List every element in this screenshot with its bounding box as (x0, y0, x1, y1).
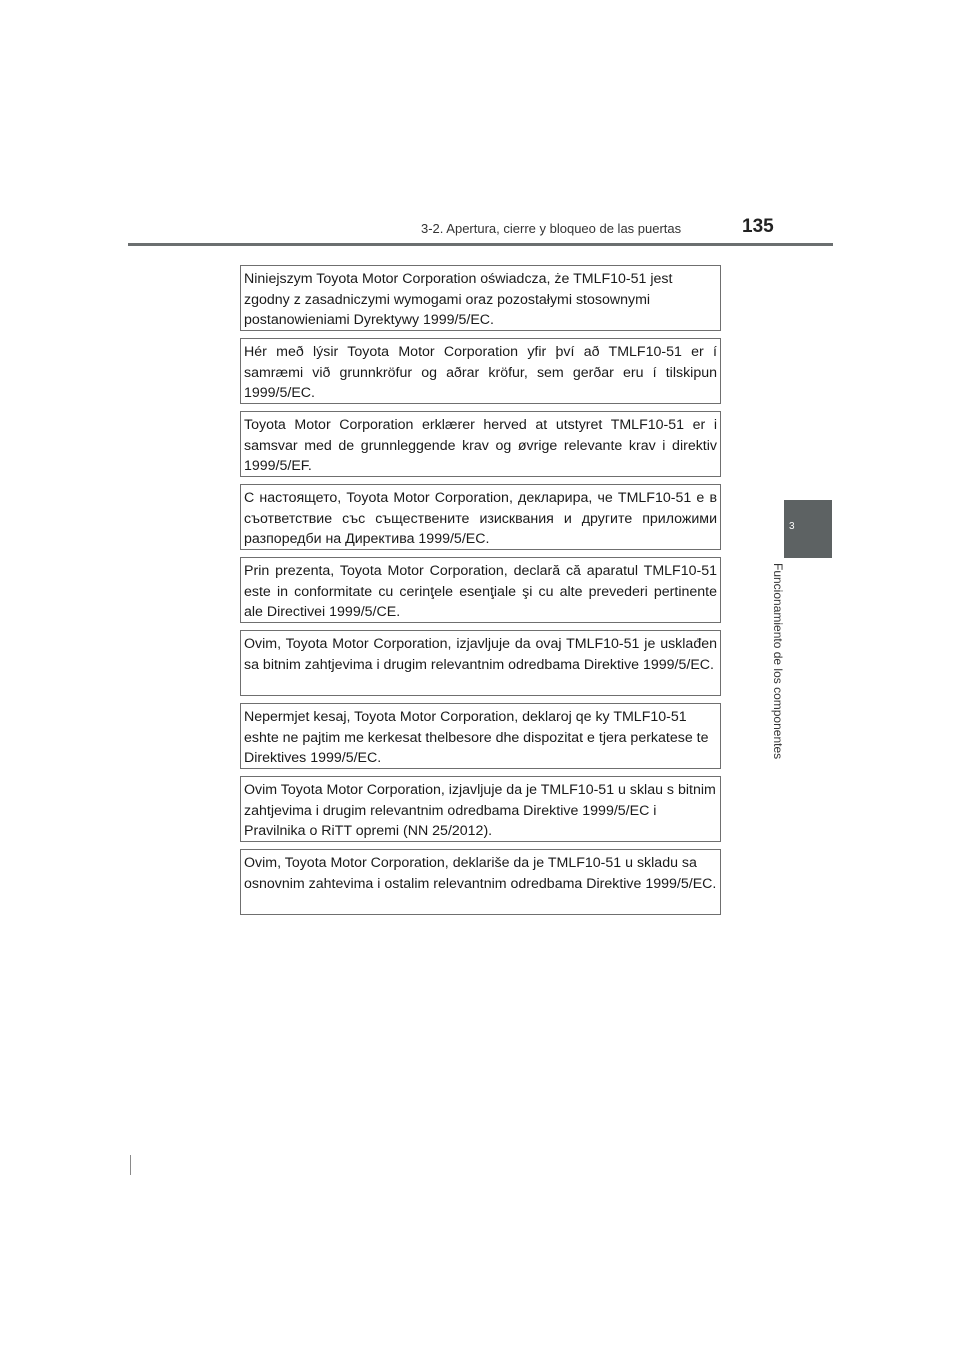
chapter-title: Funcionamiento de los componentes (771, 563, 785, 760)
declaration-albanian: Nepermjet kesaj, Toyota Motor Corporation, deklaroj qe ky TMLF10-51 eshte ne pajtim me kerkesat thelbesore dhe dispozitat e tjera perkatese te Direktives 1999/5/EC. (240, 703, 721, 769)
declaration-norwegian: Toyota Motor Corporation erklærer herved at utstyret TMLF10-51 er i samsvar med de grunnleggende krav og øvrige relevante krav i direktiv 1999/5/EF. (240, 411, 721, 477)
chapter-number: 3 (789, 521, 795, 532)
declaration-croatian: Ovim Toyota Motor Corporation, izjavljuje da je TMLF10-51 u sklau s bitnim zahtjevima i drugim relevantnim odredbama Direktive 1999/5/EC i Pravilnika o RiTT opremi (NN 25/2012). (240, 776, 721, 842)
declaration-serbian: Ovim, Toyota Motor Corporation, deklariše da je TMLF10-51 u skladu sa osnovnim zahtevima i ostalim relevantnim odredbama Direktive 1999/5/EC. (240, 849, 721, 915)
chapter-caption (767, 563, 785, 783)
declaration-bosnian: Ovim, Toyota Motor Corporation, izjavljuje da ovaj TMLF10-51 je usklađen sa bitnim zahtjevima i drugim relevantnim odredbama Direktive 1999/5/EC. (240, 630, 721, 696)
running-header-section: 3-2. Apertura, cierre y bloqueo de las puertas (421, 221, 682, 236)
declaration-polish: Niniejszym Toyota Motor Corporation oświadcza, że TMLF10-51 jest zgodny z zasadniczymi wymogami oraz pozostałymi stosownymi postanowieniami Dyrektywy 1999/5/EC. (240, 265, 721, 331)
crop-mark (130, 1155, 131, 1175)
declaration-bulgarian: С настоящето, Toyota Motor Corporation, декларира, че TMLF10-51 е в съответствие със съществените изисквания и другите приложими разпоредби на Директива 1999/5/ЕС. (240, 484, 721, 550)
declaration-romanian: Prin prezenta, Toyota Motor Corporation, declară că aparatul TMLF10-51 este in conformitate cu cerinţele esenţiale şi cu alte prevederi pertinente ale Directivei 1999/5/CE. (240, 557, 721, 623)
declaration-icelandic: Hér með lýsir Toyota Motor Corporation yfir því að TMLF10-51 er í samræmi við grunnkröfur og aðrar kröfur, sem gerðar eru í tilskipun 1999/5/EC. (240, 338, 721, 404)
page-number: 135 (742, 216, 774, 237)
chapter-tab (784, 500, 832, 558)
header-rule (128, 243, 833, 246)
declarations-list (240, 265, 721, 922)
